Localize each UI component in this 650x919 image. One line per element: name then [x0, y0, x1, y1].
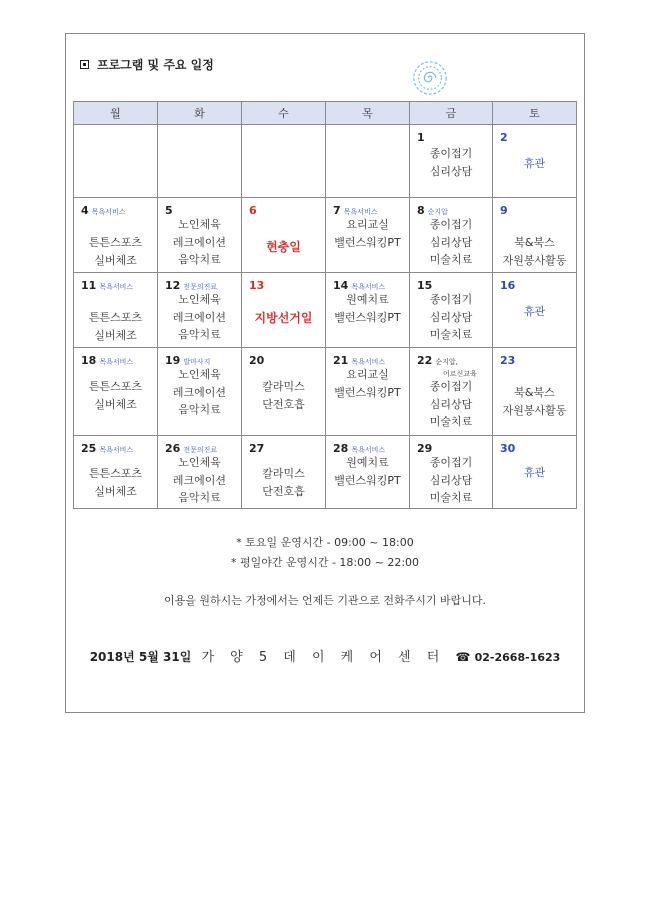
day-number: 27	[249, 442, 265, 455]
schedule-document	[65, 33, 585, 713]
service-tag: 목욕서비스	[99, 358, 134, 366]
program-item: 칼라믹스	[262, 467, 305, 480]
program-item: 밸런스워킹PT	[334, 235, 401, 249]
program-item: 요리교실	[346, 368, 389, 381]
section-title	[80, 56, 214, 73]
day-cell	[242, 198, 326, 273]
day-number: 12 전문의진료	[165, 279, 218, 292]
program-item: 레크에이션	[172, 473, 227, 487]
phone-icon: ☎	[455, 650, 471, 664]
closed-label: 휴관	[523, 305, 546, 318]
day-cell	[242, 125, 326, 198]
day-cell	[493, 198, 577, 273]
day-number: 21 목욕서비스	[333, 354, 386, 367]
service-tag: 목욕서비스	[351, 283, 386, 291]
day-cell	[74, 198, 158, 273]
program-item: 미술치료	[429, 328, 473, 341]
day-number: 5	[165, 204, 173, 217]
day-number: 15	[417, 279, 433, 292]
program-item: 단전호흡	[262, 397, 305, 411]
day-cell	[242, 436, 326, 509]
calendar-table	[73, 101, 577, 509]
service-tag: 목욕서비스	[351, 446, 386, 454]
day-cell	[242, 348, 326, 436]
weekday-header: 화	[158, 102, 242, 125]
day-number: 2	[500, 131, 508, 144]
program-item: 튼튼스포츠	[88, 236, 143, 249]
day-number: 11 목욕서비스	[81, 279, 134, 292]
program-item: 심리상담	[429, 473, 473, 487]
program-item: 레크에이션	[172, 310, 227, 324]
day-number: 9	[500, 204, 508, 217]
weekday-header: 금	[410, 102, 493, 125]
program-item: 원예치료	[346, 293, 389, 306]
day-cell	[74, 436, 158, 509]
service-tag: 목욕서비스	[99, 446, 134, 454]
program-item: 실버체조	[94, 484, 137, 498]
service-tag: 발마사지	[183, 358, 211, 366]
program-item: 북&북스	[514, 236, 555, 249]
day-cell	[158, 273, 242, 348]
day-cell	[326, 273, 410, 348]
program-item: 종이접기	[429, 147, 473, 160]
program-item: 요리교실	[346, 218, 389, 231]
day-number: 29	[417, 442, 433, 455]
program-item: 레크에이션	[172, 235, 227, 249]
day-cell	[410, 125, 493, 198]
service-tag: 목욕서비스	[351, 358, 386, 366]
week-row	[74, 125, 577, 198]
closed-label: 휴관	[523, 466, 546, 479]
program-item: 노인체육	[178, 368, 221, 381]
day-number: 23	[500, 354, 516, 367]
program-item: 음악치료	[178, 491, 221, 504]
day-cell	[326, 348, 410, 436]
day-cell	[158, 348, 242, 436]
holiday-label: 현충일	[266, 240, 301, 254]
day-cell	[493, 125, 577, 198]
service-tag: 순지압	[427, 208, 448, 216]
day-cell	[74, 125, 158, 198]
saturday-hours-note: * 토요일 운영시간 - 09:00 ~ 18:00	[236, 536, 414, 549]
day-number: 8 순지압	[417, 204, 448, 217]
phone-number: 02-2668-1623	[474, 651, 561, 664]
program-item: 심리상담	[429, 310, 473, 324]
day-number: 4 목욕서비스	[81, 204, 126, 217]
program-item: 실버체조	[94, 397, 137, 411]
program-item: 심리상담	[429, 235, 473, 249]
day-number: 18 목욕서비스	[81, 354, 134, 367]
week-row	[74, 198, 577, 273]
program-item: 튼튼스포츠	[88, 380, 143, 393]
weekday-header-row	[74, 102, 577, 125]
contact-message: 이용을 원하시는 가정에서는 언제든 기관으로 전화주시기 바랍니다.	[163, 594, 486, 607]
weeknight-hours-note: * 평일야간 운영시간 - 18:00 ~ 22:00	[230, 556, 420, 569]
program-item: 단전호흡	[262, 484, 305, 498]
program-item: 레크에이션	[172, 385, 227, 399]
program-item: 노인체육	[178, 218, 221, 231]
program-item: 밸런스워킹PT	[334, 473, 401, 487]
day-cell	[410, 436, 493, 509]
program-item: 종이접기	[429, 456, 473, 469]
week-row	[74, 273, 577, 348]
section-title-text: 프로그램 및 주요 일정	[97, 58, 214, 72]
center-name: 가 양 5 데 이 케 어 센 터	[201, 650, 446, 665]
day-cell	[326, 436, 410, 509]
program-item: 원예치료	[346, 456, 389, 469]
program-item: 미술치료	[429, 415, 473, 428]
day-cell	[158, 198, 242, 273]
day-cell	[242, 273, 326, 348]
program-item: 자원봉사활동	[502, 403, 567, 417]
day-number: 22 순지압,	[417, 354, 458, 367]
program-item: 심리상담	[429, 397, 473, 411]
day-cell	[158, 125, 242, 198]
program-item: 미술치료	[429, 253, 473, 266]
service-tag: 목욕서비스	[91, 208, 126, 216]
program-item: 노인체육	[178, 456, 221, 469]
weekday-header: 월	[74, 102, 158, 125]
square-bullet-icon	[80, 60, 89, 69]
day-number: 20	[249, 354, 265, 367]
day-number: 13	[249, 279, 265, 292]
service-tag: 순지압,	[435, 358, 458, 366]
day-number: 14 목욕서비스	[333, 279, 386, 292]
day-cell	[493, 348, 577, 436]
program-item: 자원봉사활동	[502, 253, 567, 267]
program-item: 종이접기	[429, 218, 473, 231]
day-cell	[326, 125, 410, 198]
program-item: 칼라믹스	[262, 380, 305, 393]
program-item: 음악치료	[178, 403, 221, 416]
service-tag-secondary: 어르신교육	[443, 370, 477, 378]
day-number: 6	[249, 204, 257, 217]
day-number: 7 목욕서비스	[333, 204, 378, 217]
program-item: 실버체조	[94, 253, 137, 267]
day-cell	[326, 198, 410, 273]
day-cell	[493, 273, 577, 348]
week-row	[74, 436, 577, 509]
day-cell	[410, 273, 493, 348]
day-number: 19 발마사지	[165, 354, 211, 367]
service-tag: 목욕서비스	[99, 283, 134, 291]
day-number: 28 목욕서비스	[333, 442, 386, 455]
holiday-label: 지방선거일	[254, 311, 313, 325]
day-number: 30	[500, 442, 516, 455]
day-cell	[74, 348, 158, 436]
program-item: 미술치료	[429, 491, 473, 504]
day-cell	[410, 348, 493, 436]
service-tag: 전문의진료	[183, 283, 218, 291]
day-cell	[74, 273, 158, 348]
issue-date: 2018년 5월 31일	[89, 650, 192, 664]
day-number: 26 전문의진료	[165, 442, 218, 455]
program-item: 심리상담	[429, 164, 473, 178]
service-tag: 전문의진료	[183, 446, 218, 454]
closed-label: 휴관	[523, 157, 546, 170]
day-number: 1	[417, 131, 425, 144]
footer	[66, 646, 584, 665]
program-item: 밸런스워킹PT	[334, 385, 401, 399]
day-cell	[410, 198, 493, 273]
week-row	[74, 348, 577, 436]
program-item: 실버체조	[94, 328, 137, 342]
program-item: 음악치료	[178, 253, 221, 266]
program-item: 종이접기	[429, 380, 473, 393]
weekday-header: 수	[242, 102, 326, 125]
program-item: 음악치료	[178, 328, 221, 341]
spiral-logo-icon	[411, 59, 449, 97]
day-cell	[493, 436, 577, 509]
program-item: 북&북스	[514, 386, 555, 399]
day-cell	[158, 436, 242, 509]
weekday-header: 토	[493, 102, 577, 125]
day-number: 16	[500, 279, 516, 292]
program-item: 노인체육	[178, 293, 221, 306]
day-number: 25 목욕서비스	[81, 442, 134, 455]
program-item: 튼튼스포츠	[88, 311, 143, 324]
weekday-header: 목	[326, 102, 410, 125]
program-item: 종이접기	[429, 293, 473, 306]
program-item: 튼튼스포츠	[88, 467, 143, 480]
program-item: 밸런스워킹PT	[334, 310, 401, 324]
service-tag: 목욕서비스	[343, 208, 378, 216]
